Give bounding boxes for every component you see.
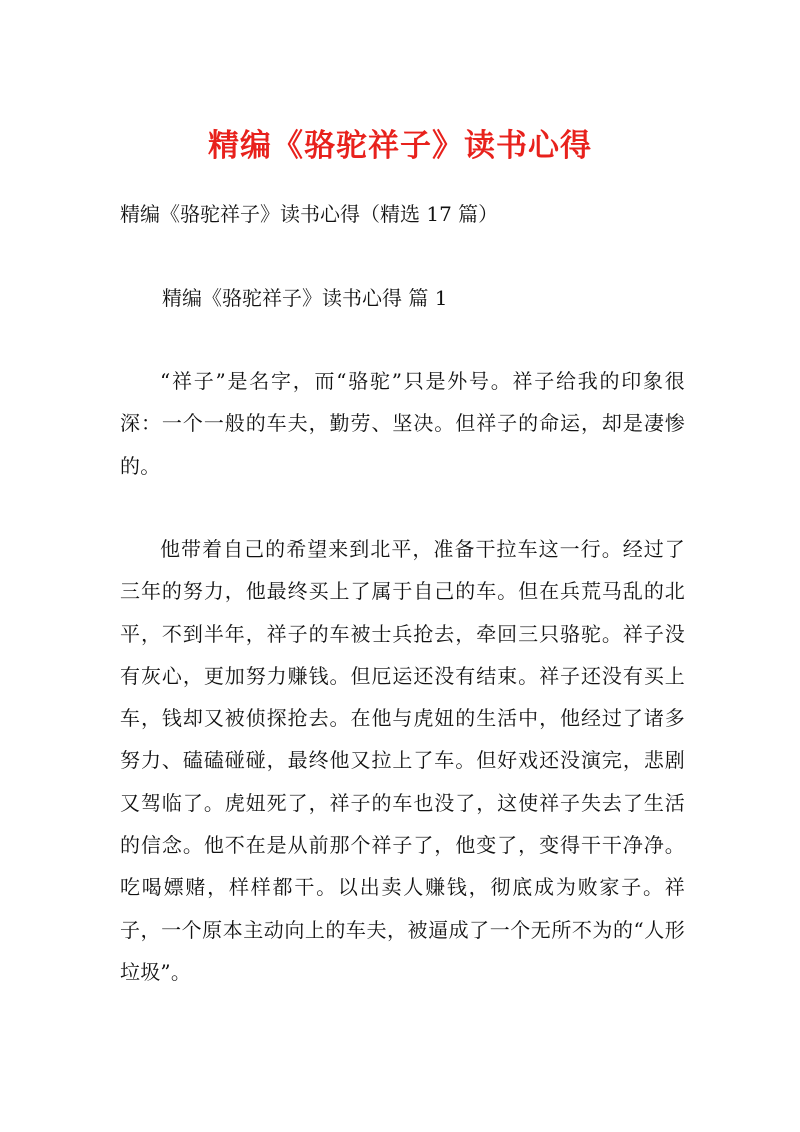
- body-paragraph: 他带着自己的希望来到北平，准备干拉车这一行。经过了三年的努力，他最终买上了属于自己的车。但在兵荒马乱的北平，不到半年，祥子的车被士兵抢去，牵回三只骆驼。祥子没有灰心，更加努力赚钱。但厄运还没有结束。祥子还没有买上车，钱却又被侦探抢去。在他与虎妞的生活中，他经过了诸多努力、磕磕碰碰，最终他又拉上了车。但好戏还没演完，悲剧又驾临了。虎妞死了，祥子的车也没了，这使祥子失去了生活的信念。他不在是从前那个祥子了，他变了，变得干干净净。吃喝嫖赌，样样都干。以出卖人赚钱，彻底成为败家子。祥子，一个原本主动向上的车夫，被逼成了一个无所不为的“人形垃圾”。: [120, 537, 685, 984]
- document-title: 精编《骆驼祥子》读书心得: [208, 128, 592, 164]
- body-paragraph: “祥子”是名字，而“骆驼”只是外号。祥子给我的印象很深：一个一般的车夫，勤劳、坚决。但祥子的命运，却是凄惨的。: [120, 369, 685, 478]
- document-subtitle: 精编《骆驼祥子》读书心得（精选 17 篇）: [120, 202, 499, 226]
- section-heading: 精编《骆驼祥子》读书心得 篇 1: [162, 286, 448, 310]
